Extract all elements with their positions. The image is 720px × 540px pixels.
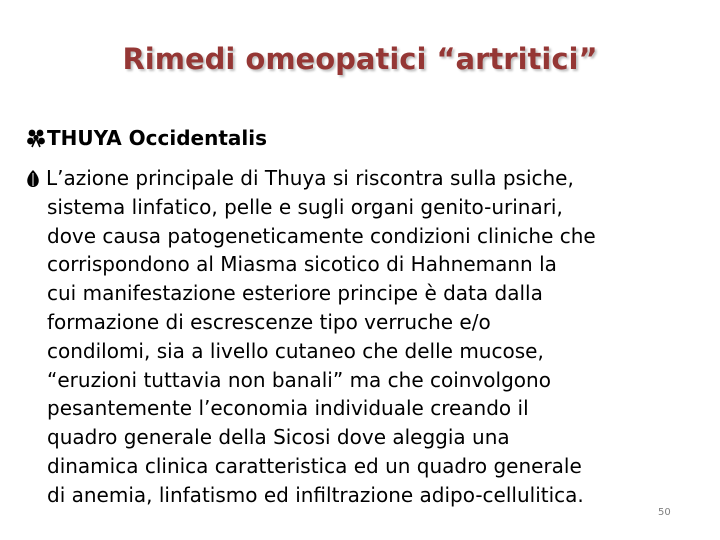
paragraph-line: dove causa patogeneticamente condizioni cliniche che <box>47 223 596 248</box>
paragraph-line: formazione di escrescenze tipo verruche e/o <box>47 309 491 334</box>
paragraph-line: di anemia, linfatismo ed infiltrazione adipo-cellulitica. <box>47 482 584 507</box>
paragraph-line: corrispondono al Miasma sicotico di Hahnemann la <box>47 252 557 277</box>
paragraph-line: dinamica clinica caratteristica ed un quadro generale <box>47 453 582 478</box>
paragraph-line: sistema linfatico, pelle e sugli organi genito-urinari, <box>47 194 563 219</box>
heading-text: THUYA Occidentalis <box>47 126 267 150</box>
slide-title: Rimedi omeopatici “artritici” <box>122 42 598 76</box>
paragraph-line: L’azione principale di Thuya si riscontra sulla psiche, <box>46 166 574 190</box>
flower-bullet-icon <box>26 128 46 148</box>
description-paragraph <box>26 164 706 510</box>
paragraph-line: cui manifestazione esteriore principe è data dalla <box>47 281 543 306</box>
page-number: 50 <box>658 507 671 518</box>
leaf-drop-bullet-icon <box>26 170 40 188</box>
paragraph-line: pesantemente l’economia individuale creando il <box>47 396 529 421</box>
paragraph-line: condilomi, sia a livello cutaneo che delle mucose, <box>47 338 544 363</box>
section-heading <box>26 126 267 150</box>
paragraph-line: “eruzioni tuttavia non banali” ma che coinvolgono <box>47 367 551 392</box>
paragraph-line: quadro generale della Sicosi dove aleggia una <box>47 425 510 450</box>
